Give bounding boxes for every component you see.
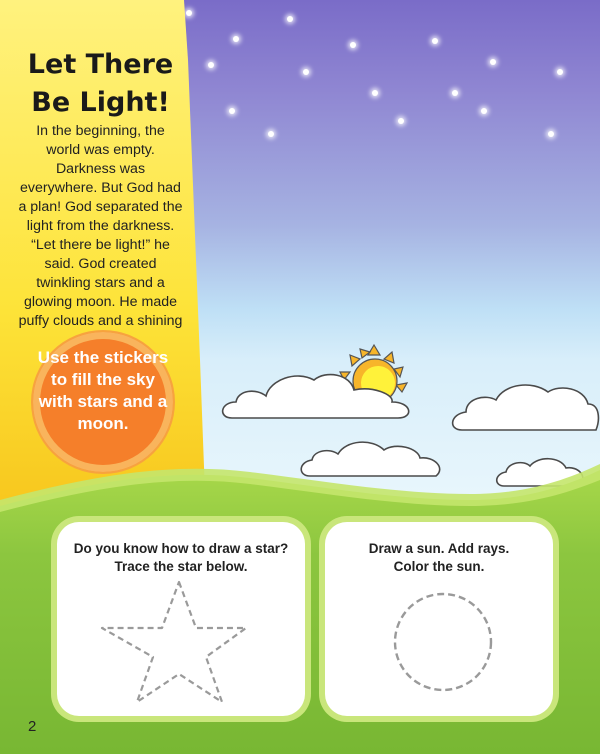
trace-star-line-1: Do you know how to draw a star?: [73, 541, 289, 556]
title-line-1: Let There: [27, 49, 174, 80]
draw-sun-line-2: Color the sun.: [393, 559, 485, 574]
dashed-star-icon[interactable]: [57, 522, 305, 716]
trace-star-line-2: Trace the star below.: [114, 559, 248, 574]
title-line-2: Be Light!: [31, 87, 170, 118]
story-text: In the beginning, the world was empty. Darkness was everywhere. But God had a plan! God separated the light from the darkness. “Let there be light!” he said. God created twinkling stars and a glowing moon. He made puffy clouds and a shining: [18, 123, 183, 329]
sticker-instruction-text: Use the stickers to fill the sky with stars and a moon.: [37, 348, 169, 433]
page-number: 2: [28, 718, 37, 735]
dashed-circle-icon[interactable]: [325, 522, 553, 716]
draw-sun-card: [325, 522, 553, 716]
trace-star-card: [57, 522, 305, 716]
draw-sun-line-1: Draw a sun. Add rays.: [368, 541, 510, 556]
